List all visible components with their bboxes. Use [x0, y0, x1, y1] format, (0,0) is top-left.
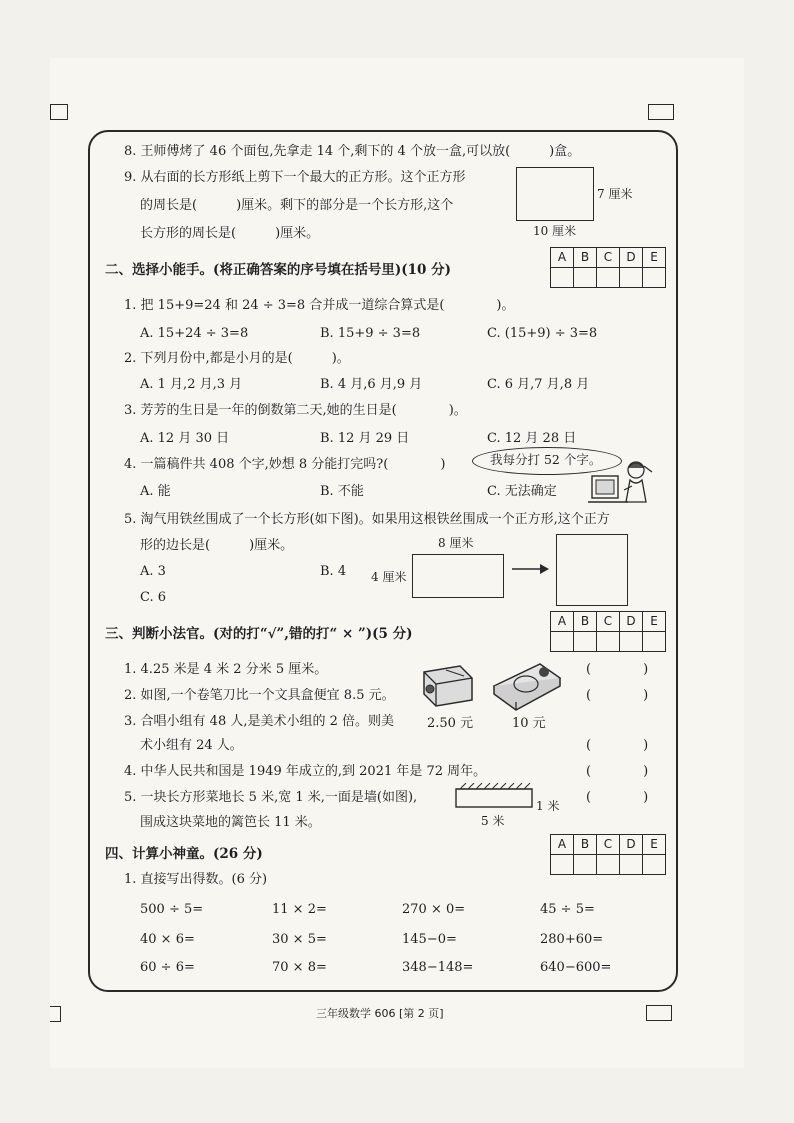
s2-q1-option-c: C. (15+9) ÷ 3=8: [487, 326, 598, 341]
s3-item-1: 1. 4.25 米是 4 米 2 分米 5 厘米。: [124, 662, 328, 677]
answer-paren-2[interactable]: ( ): [586, 688, 649, 703]
s2-q2-option-a: A. 1 月,2 月,3 月: [140, 377, 243, 392]
grid-cell[interactable]: [597, 632, 620, 652]
grid-letter: D: [620, 248, 643, 268]
q5-width-label: 8 厘米: [438, 536, 474, 550]
s2-q1-option-a: A. 15+24 ÷ 3=8: [140, 326, 249, 341]
grid-letter: B: [574, 612, 597, 632]
q5-rectangle: [412, 554, 504, 598]
s3-item-5-line1: 5. 一块长方形菜地长 5 米,宽 1 米,一面是墙(如图),: [124, 790, 418, 805]
grid-letter: D: [620, 835, 643, 855]
s2-q1-option-b: B. 15+9 ÷ 3=8: [320, 326, 421, 341]
s2-q3-option-c: C. 12 月 28 日: [487, 431, 577, 446]
grid-letter: B: [574, 835, 597, 855]
s2-question-1: 1. 把 15+9=24 和 24 ÷ 3=8 合并成一道综合算式是( )。: [124, 298, 515, 313]
question-9-line2: 的周长是( )厘米。剩下的部分是一个长方形,这个: [140, 198, 454, 213]
answer-paren-1[interactable]: ( ): [586, 662, 649, 677]
grid-cell[interactable]: [574, 632, 597, 652]
s3-item-3-line2: 术小组有 24 人。: [140, 738, 243, 753]
q5-height-label: 4 厘米: [371, 570, 407, 584]
answer-paren-3[interactable]: ( ): [586, 738, 649, 753]
grid-cell[interactable]: [620, 855, 643, 875]
s2-q2-option-c: C. 6 月,7 月,8 月: [487, 377, 590, 392]
typing-girl-illustration: [584, 458, 660, 510]
s2-question-3: 3. 芳芳的生日是一年的倒数第二天,她的生日是( )。: [124, 403, 467, 418]
section4-title: 四、计算小神童。(26 分): [105, 846, 263, 862]
corner-mark-bottom-right: [646, 1005, 672, 1021]
grid-letter: E: [643, 248, 666, 268]
grid-letter: E: [643, 835, 666, 855]
question-9-line1: 9. 从右面的长方形纸上剪下一个最大的正方形。这个正方形: [124, 170, 466, 185]
s2-question-5-line2: 形的边长是( )厘米。: [140, 538, 294, 553]
calc-item: 11 × 2=: [272, 902, 327, 917]
s2-q4-option-b: B. 不能: [320, 484, 364, 499]
grid-letter: A: [551, 248, 574, 268]
grid-letter: B: [574, 248, 597, 268]
grid-cell[interactable]: [551, 855, 574, 875]
calc-item: 280+60=: [540, 932, 604, 947]
q5-square: [556, 534, 628, 606]
s2-q5-option-c: C. 6: [140, 590, 167, 605]
grid-cell[interactable]: [597, 855, 620, 875]
garden-width-label: 1 米: [536, 799, 560, 813]
speech-bubble-text: 我每分打 52 个字。: [490, 452, 602, 467]
corner-mark-bottom-left: [50, 1006, 61, 1022]
q9-height-label: 7 厘米: [597, 187, 633, 201]
s4-sub-1: 1. 直接写出得数。(6 分): [124, 872, 268, 887]
section3-title: 三、判断小法官。(对的打“√”,错的打“ × ”)(5 分): [105, 626, 413, 642]
price-sharpener: 2.50 元: [427, 716, 474, 731]
calc-item: 30 × 5=: [272, 932, 327, 947]
price-pencil-case: 10 元: [512, 716, 546, 731]
grid-letter: C: [597, 248, 620, 268]
grid-letter: A: [551, 612, 574, 632]
answer-paren-5[interactable]: ( ): [586, 790, 649, 805]
calc-item: 640−600=: [540, 960, 612, 975]
grid-cell[interactable]: [620, 632, 643, 652]
grid-cell[interactable]: [643, 855, 666, 875]
grid-cell[interactable]: [643, 268, 666, 288]
score-grid-section2: [550, 247, 666, 288]
q9-width-label: 10 厘米: [533, 224, 577, 238]
s3-item-4: 4. 中华人民共和国是 1949 年成立的,到 2021 年是 72 周年。: [124, 764, 487, 779]
s2-q2-option-b: B. 4 月,6 月,9 月: [320, 377, 423, 392]
score-grid-section4: [550, 834, 666, 875]
s2-question-2: 2. 下列月份中,都是小月的是( )。: [124, 351, 350, 366]
pencil-case-icon: [490, 656, 564, 712]
calc-item: 270 × 0=: [402, 902, 466, 917]
score-grid-section3: [550, 611, 666, 652]
calc-item: 500 ÷ 5=: [140, 902, 204, 917]
grid-cell[interactable]: [643, 632, 666, 652]
q9-rectangle: [516, 167, 594, 221]
corner-mark-top-left: [50, 104, 68, 120]
calc-item: 348−148=: [402, 960, 474, 975]
calc-item: 70 × 8=: [272, 960, 327, 975]
question-9-line3: 长方形的周长是( )厘米。: [140, 226, 320, 241]
grid-cell[interactable]: [574, 855, 597, 875]
s3-item-2: 2. 如图,一个卷笔刀比一个文具盒便宜 8.5 元。: [124, 688, 395, 703]
grid-letter: D: [620, 612, 643, 632]
grid-cell[interactable]: [551, 268, 574, 288]
s2-question-4: 4. 一篇稿件共 408 个字,妙想 8 分能打完吗?( ): [124, 457, 446, 472]
grid-cell[interactable]: [574, 268, 597, 288]
calc-item: 40 × 6=: [140, 932, 195, 947]
s2-q3-option-b: B. 12 月 29 日: [320, 431, 410, 446]
s2-question-5-line1: 5. 淘气用铁丝围成了一个长方形(如下图)。如果用这根铁丝围成一个正方形,这个正方: [124, 512, 610, 527]
grid-letter: C: [597, 835, 620, 855]
s2-q5-option-b: B. 4: [320, 564, 347, 579]
s2-q3-option-a: A. 12 月 30 日: [140, 431, 230, 446]
calc-item: 145−0=: [402, 932, 457, 947]
arrow-right-icon: [512, 563, 550, 575]
page-footer: 三年级数学 606 [第 2 页]: [316, 1007, 444, 1020]
s3-item-5-line2: 围成这块菜地的篱笆长 11 米。: [140, 815, 321, 830]
grid-cell[interactable]: [551, 632, 574, 652]
corner-mark-top-right: [648, 104, 674, 120]
grid-cell[interactable]: [597, 268, 620, 288]
grid-letter: A: [551, 835, 574, 855]
s3-item-3-line1: 3. 合唱小组有 48 人,是美术小组的 2 倍。则美: [124, 714, 395, 729]
s2-q4-option-a: A. 能: [140, 484, 171, 499]
section2-title: 二、选择小能手。(将正确答案的序号填在括号里)(10 分): [105, 262, 452, 278]
grid-letter: C: [597, 612, 620, 632]
garden-wall-diagram: [454, 783, 534, 809]
grid-cell[interactable]: [620, 268, 643, 288]
question-8: 8. 王师傅烤了 46 个面包,先拿走 14 个,剩下的 4 个放一盒,可以放( )盒。: [124, 144, 581, 159]
answer-paren-4[interactable]: ( ): [586, 764, 649, 779]
grid-letter: E: [643, 612, 666, 632]
s2-q4-option-c: C. 无法确定: [487, 484, 557, 499]
garden-length-label: 5 米: [481, 814, 505, 828]
calc-item: 60 ÷ 6=: [140, 960, 195, 975]
calc-item: 45 ÷ 5=: [540, 902, 595, 917]
s2-q5-option-a: A. 3: [140, 564, 166, 579]
pencil-sharpener-icon: [418, 660, 478, 710]
